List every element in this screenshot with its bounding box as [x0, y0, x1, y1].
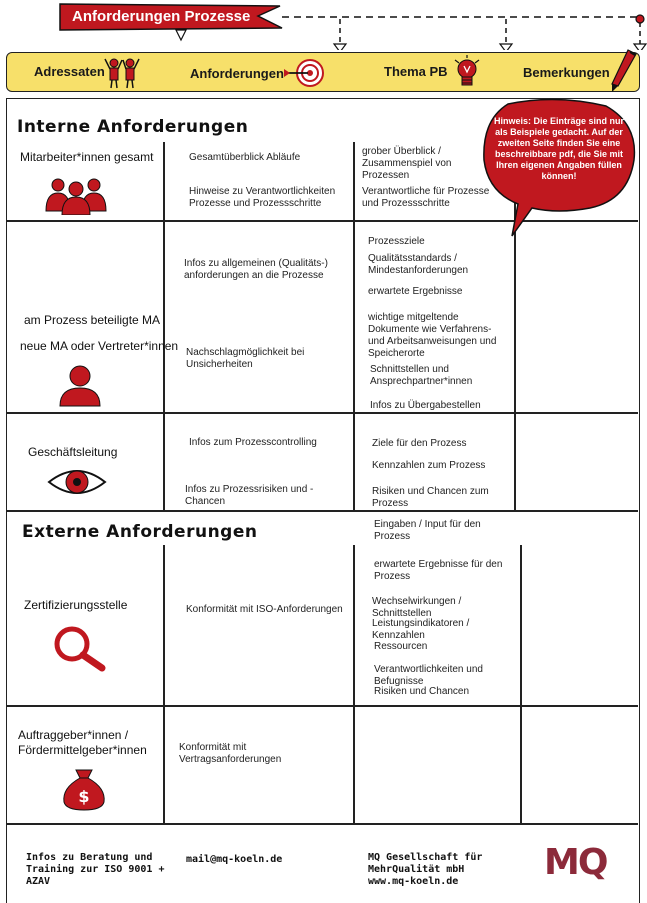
section-external-title: Externe Anforderungen [22, 522, 258, 542]
r4-topic-6: Verantwortlichkeiten und Befugnisse [374, 664, 483, 687]
r3-addressee: Geschäftsleitung [28, 445, 118, 459]
r2-req-2: Nachschlagmöglichkeit bei Unsicherheiten [186, 347, 305, 370]
r3-topic-3: Risiken und Chancen zum Prozess [372, 486, 489, 509]
r2-topic-3: erwartete Ergebnisse [368, 286, 463, 297]
r4-topic-3: Wechselwirkungen / Schnittstellen [372, 596, 462, 619]
header-col-topic: Thema PB [384, 64, 448, 79]
r4-req-1: Konformität mit ISO-Anforderungen [186, 604, 343, 615]
r1-req-2: Hinweise zu Verantwortlichkeiten Prozesse und Prozessschritte [189, 186, 336, 209]
people-group-icon [44, 175, 108, 215]
r5-addressee: Auftraggeber*innen / Fördermittelgeber*innen [18, 728, 147, 757]
footer-info: Infos zu Beratung und Training zur ISO 9001 + AZAV [26, 852, 165, 887]
svg-text:$: $ [78, 787, 90, 806]
r4-addressee: Zertifizierungsstelle [24, 598, 128, 612]
r4-topic-4: Leistungsindikatoren / Kennzahlen [372, 618, 470, 641]
r3-req-1: Infos zum Prozesscontrolling [189, 437, 317, 448]
r1-addressee: Mitarbeiter*innen gesamt [20, 150, 154, 164]
header-col-requirements: Anforderungen [190, 66, 284, 81]
r1-topic-2: Verantwortliche für Prozesse und Prozessschritte [362, 186, 490, 209]
r2-topic-6: Infos zu Übergabestellen [370, 400, 481, 411]
footer-email[interactable]: mail@mq-koeln.de [186, 854, 283, 865]
r5-req-1: Konformität mit Vertragsanforderungen [179, 742, 282, 765]
r2-addressee-2: neue MA oder Vertreter*innen [20, 339, 179, 353]
banner-title: Anforderungen Prozesse [72, 8, 251, 25]
magnifier-icon [52, 624, 108, 672]
eye-icon [46, 464, 108, 500]
header-col-remarks: Bemerkungen [523, 65, 610, 80]
r2-topic-1: Prozessziele [368, 236, 425, 247]
r1-topic-1: grober Überblick / Zusammenspiel von Prozessen [362, 146, 452, 181]
person-icon [56, 364, 104, 408]
section-internal-title: Interne Anforderungen [17, 117, 249, 137]
r4-topic-2: erwartete Ergebnisse für den Prozess [374, 559, 503, 582]
footer-company: MQ Gesellschaft für MehrQualität mbH [368, 852, 483, 875]
r4-topic-7: Risiken und Chancen [374, 686, 470, 697]
people-cheer-icon [102, 55, 142, 89]
mq-logo: MQ [544, 842, 607, 883]
pen-icon [608, 48, 638, 94]
money-bag-icon [60, 766, 108, 812]
r2-topic-5: Schnittstellen und Ansprechpartner*innen [370, 364, 473, 387]
r3-topic-2: Kennzahlen zum Prozess [372, 460, 486, 471]
footer-website[interactable]: www.mq-koeln.de [368, 876, 459, 887]
r1-req-1: Gesamtüberblick Abläufe [189, 152, 301, 163]
callout-text: Hinweis: Die Einträge sind nur als Beispiele gedacht. Auf der zweiten Seite finden Sie eine beschreibbare pdf, die Sie mit Ihren eigenen Angaben füllen können! [493, 116, 625, 181]
r2-addressee-1: am Prozess beteiligte MA [24, 313, 161, 327]
header-col-addressee: Adressaten [34, 64, 105, 79]
r4-topic-5: Ressourcen [374, 641, 428, 652]
r4-topic-1: Eingaben / Input für den Prozess [374, 519, 481, 542]
lightbulb-icon [452, 54, 482, 90]
r3-req-2: Infos zu Prozessrisiken und -Chancen [185, 484, 314, 507]
r2-topic-2: Qualitätsstandards / Mindestanforderungen [368, 253, 469, 276]
r3-topic-1: Ziele für den Prozess [372, 438, 467, 449]
target-icon [282, 58, 324, 88]
r2-req-1: Infos zu allgemeinen (Qualitäts-) anforderungen an die Prozesse [184, 258, 328, 281]
r2-topic-4: wichtige mitgeltende Dokumente wie Verfahrens- und Arbeitsanweisungen und Speicherorte [368, 312, 497, 359]
